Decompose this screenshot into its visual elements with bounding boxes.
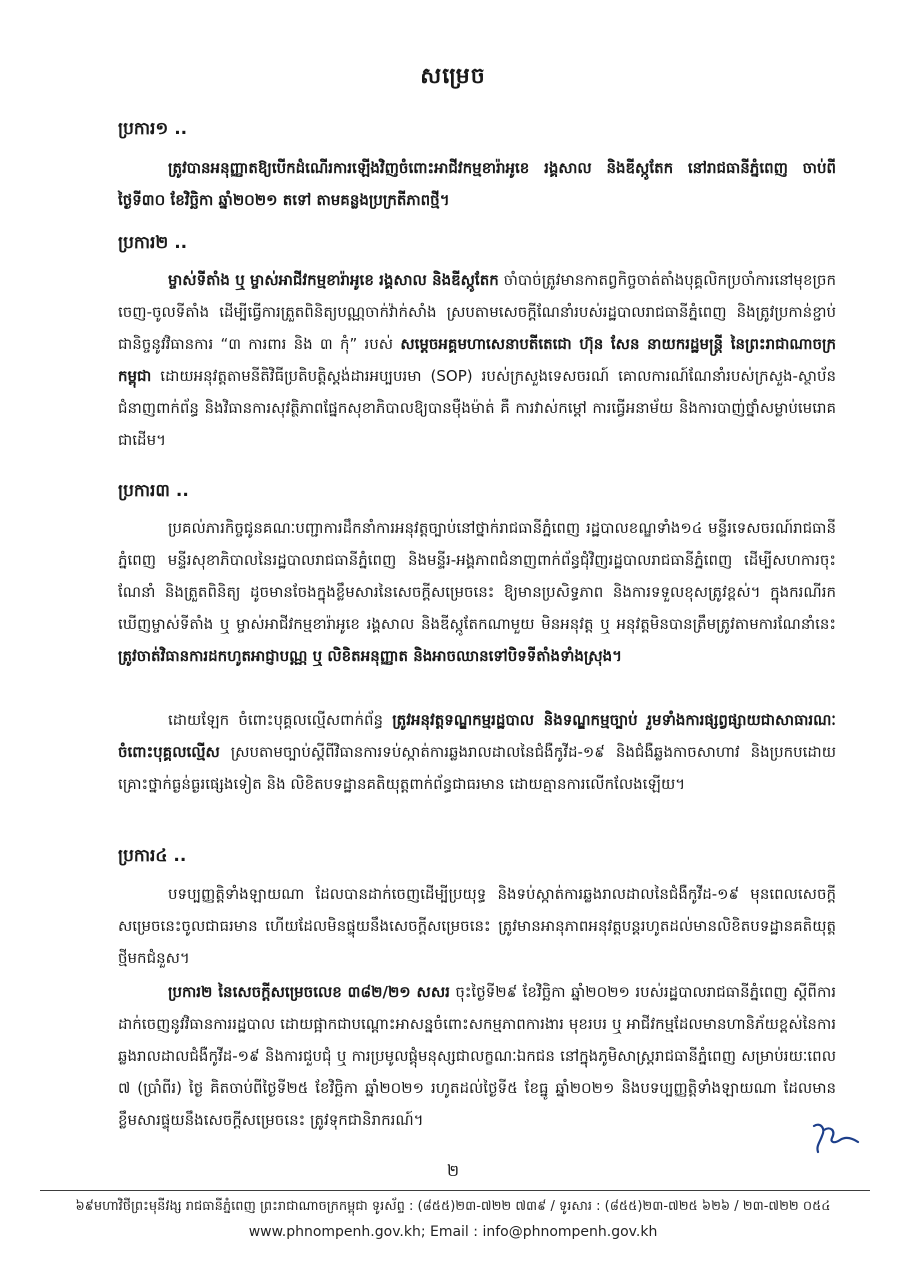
article-4-text: បទប្បញ្ញត្តិទាំងឡាយណា ដែលបានដាក់ចេញដើម្បីប្រយុទ្ធ និងទប់ស្កាត់ការឆ្លងរាលដាលនៃជំងឺកូវីដ-១៩ មុនពេលសេចក្តីសម្រេចនេះចូលជាធរមាន ហើយដែលមិនផ្ទុយនឹងសេចក្តីសម្រេចនេះ ត្រូវមានអានុភាពអនុវត្តបន្តរហូតដល់មានលិខិតបទដ្ឋានគតិយុត្តថ្មីមកជំនួស។ <box>118 885 836 967</box>
article-1-bold-text: ត្រូវបានអនុញ្ញាតឱ្យបើកដំណើរការឡើងវិញចំពោះអាជីវកម្មខារ៉ាអូខេ រង្គសាល និងឌីស្កូតែក នៅរាជធានីភ្នំពេញ ចាប់ពីថ្ងៃទី៣០ ខែវិច្ឆិកា ឆ្នាំ២០២១ តទៅ តាមគន្លងប្រក្រតីភាពថ្មី។ <box>118 159 836 209</box>
article-2-text: ចាំបាច់ត្រូវមានកាតព្វកិច្ចចាត់តាំងបុគ្គលិកប្រចាំការនៅមុខច្រកចេញ-ចូលទីតាំង ដើម្បីធ្វើការត្រួតពិនិត្យបណ្ណចាក់វ៉ាក់សាំង ស្របតាមសេចក្តីណែនាំរបស់រដ្ឋបាលរាជធានីភ្នំពេញ និងត្រូវប្រកាន់ខ្ជាប់ជានិច្ចនូវវិធានការ “៣ ការពារ និង ៣ កុំ” របស់ <box>118 271 836 353</box>
article-3-p2-text: ដោយឡែក ចំពោះបុគ្គលល្មើសពាក់ព័ន្ធ <box>168 711 393 729</box>
article-4-paragraph-2 <box>118 976 836 1136</box>
article-4-paragraph-1 <box>118 878 836 974</box>
article-2-paragraph <box>118 264 836 456</box>
footer-address: ៦៩មហាវិថីព្រះមុនីវង្ស រាជធានីភ្នំពេញ ព្រះរាជាណាចក្រកម្ពុជា ទូរស័ព្ទ : (៨៥៥)២៣-៧២២ ៧៣៩ / ទូរសារ : (៨៥៥)២៣-៧២៥ ៦២៦ / ២៣-៧២២ ០៥៤ <box>75 1199 831 1214</box>
decision-heading: សម្រេច <box>420 64 486 89</box>
article-3-bold-mid: ត្រូវចាត់វិធានការដកហូតអាជ្ញាបណ្ណ ឬ លិខិតអនុញ្ញាត និងអាចឈានទៅបិទទីតាំងទាំងស្រុង។ <box>118 647 623 665</box>
article-2-bold-mid: សម្តេចអគ្គមហាសេនាបតីតេជោ ហ៊ុន សែន នាយករដ្ឋមន្ត្រី នៃព្រះរាជាណាចក្រកម្ពុជា <box>118 335 837 385</box>
article-3-text: ប្រគល់ភារកិច្ចជូនគណៈបញ្ជាការដឹកនាំការអនុវត្តច្បាប់នៅថ្នាក់រាជធានីភ្នំពេញ រដ្ឋបាលខណ្ឌទាំង១៤ មន្ទីរទេសចរណ៍រាជធានីភ្នំពេញ មន្ទីរសុខាភិបាលនៃរដ្ឋបាលរាជធានីភ្នំពេញ និងមន្ទីរ-អង្គភាពជំនាញពាក់ព័ន្ធជុំវិញរដ្ឋបាលរាជធានីភ្នំពេញ ដើម្បីសហការចុះណែនាំ និងត្រួតពិនិត្យ ដូចមានចែងក្នុងខ្លឹមសារនៃសេចក្តីសម្រេចនេះ ឱ្យមានប្រសិទ្ធភាព និងការទទួលខុសត្រូវខ្ពស់។ ក្នុងករណីរកឃើញម្ចាស់ទីតាំង ឬ ម្ចាស់អាជីវកម្មខារ៉ាអូខេ រង្គសាល និងឌីស្កូតែកណាមួយ មិនអនុវត្ត ឬ អនុវត្តមិនបានត្រឹមត្រូវតាមការណែនាំនេះ <box>118 519 836 633</box>
article-3-label: ប្រការ៣ .. <box>118 481 189 501</box>
page-number: ២ <box>446 1161 460 1180</box>
article-3-paragraph-2 <box>118 704 836 800</box>
article-2-text-after: ដោយអនុវត្តតាមនីតិវិធីប្រតិបត្តិស្តង់ដារអប្បបរមា (SOP) របស់ក្រសួងទេសចរណ៍ គោលការណ៍ណែនាំរបស់ក្រសួង-ស្ថាប័នជំនាញពាក់ព័ន្ធ និងវិធានការសុវត្ថិភាពផ្នែកសុខាភិបាលឱ្យបានម៉ឺងម៉ាត់ គឺ ការវាស់កម្តៅ ការធ្វើអនាម័យ និងការបាញ់ថ្នាំសម្លាប់មេរោគ ជាដើម។ <box>118 367 836 449</box>
article-3-paragraph-1 <box>118 512 836 672</box>
article-2-label: ប្រការ២ .. <box>118 233 188 253</box>
article-4-p2-text: ចុះថ្ងៃទី២៩ ខែវិច្ឆិកា ឆ្នាំ២០២១ របស់រដ្ឋបាលរាជធានីភ្នំពេញ ស្តីពីការដាក់ចេញនូវវិធានការរដ្ឋបាល ដោយផ្អាកជាបណ្តោះអាសន្នចំពោះសកម្មភាពការងារ មុខរបរ ឬ អាជីវកម្មដែលមានហានិភ័យខ្ពស់នៃការឆ្លងរាលដាលជំងឺកូវីដ-១៩ និងការជួបជុំ ឬ ការប្រមូលផ្តុំមនុស្សជាលក្ខណៈឯកជន នៅក្នុងភូមិសាស្ត្ររាជធានីភ្នំពេញ សម្រាប់រយៈពេល ៧ (ប្រាំពីរ) ថ្ងៃ គិតចាប់ពីថ្ងៃទី២៥ ខែវិច្ឆិកា ឆ្នាំ២០២១ រហូតដល់ថ្ងៃទី៥ ខែធ្នូ ឆ្នាំ២០២១ និងបទប្បញ្ញត្តិទាំងឡាយណា ដែលមានខ្លឹមសារផ្ទុយនឹងសេចក្តីសម្រេចនេះ ត្រូវទុកជានិរាករណ៍។ <box>118 983 836 1129</box>
article-2-bold-lead: ម្ចាស់ទីតាំង ឬ ម្ចាស់អាជីវកម្មខារ៉ាអូខេ រង្គសាល និងឌីស្កូតែក <box>168 271 499 289</box>
article-1-label: ប្រការ១ .. <box>118 119 188 139</box>
article-4-p2-bold-lead: ប្រការ២ នៃសេចក្តីសម្រេចលេខ ៣៨២/២១ សសរ <box>168 983 450 1001</box>
article-3-p2-bold-mid: ត្រូវអនុវត្តទណ្ឌកម្មរដ្ឋបាល និងទណ្ឌកម្មច្បាប់ រួមទាំងការផ្សព្វផ្សាយជាសាធារណៈចំពោះបុគ្គលល្មើស <box>118 711 836 761</box>
footer-divider <box>40 1190 870 1191</box>
signature-initials-icon <box>806 1118 866 1158</box>
article-4-label: ប្រការ៤ .. <box>118 846 187 866</box>
article-3-p2-text-after: ស្របតាមច្បាប់ស្តីពីវិធានការទប់ស្កាត់ការឆ្លងរាលដាលនៃជំងឺកូវីដ-១៩ និងជំងឺឆ្លងកាចសាហាវ និងប្រកបដោយគ្រោះថ្នាក់ធ្ងន់ធ្ងរផ្សេងទៀត និង លិខិតបទដ្ឋានគតិយុត្តពាក់ព័ន្ធជាធរមាន ដោយគ្មានការលើកលែងឡើយ។ <box>118 743 836 793</box>
article-1-paragraph <box>118 152 836 216</box>
footer-web-email: www.phnompenh.gov.kh; Email : info@phnompenh.gov.kh <box>248 1224 658 1240</box>
